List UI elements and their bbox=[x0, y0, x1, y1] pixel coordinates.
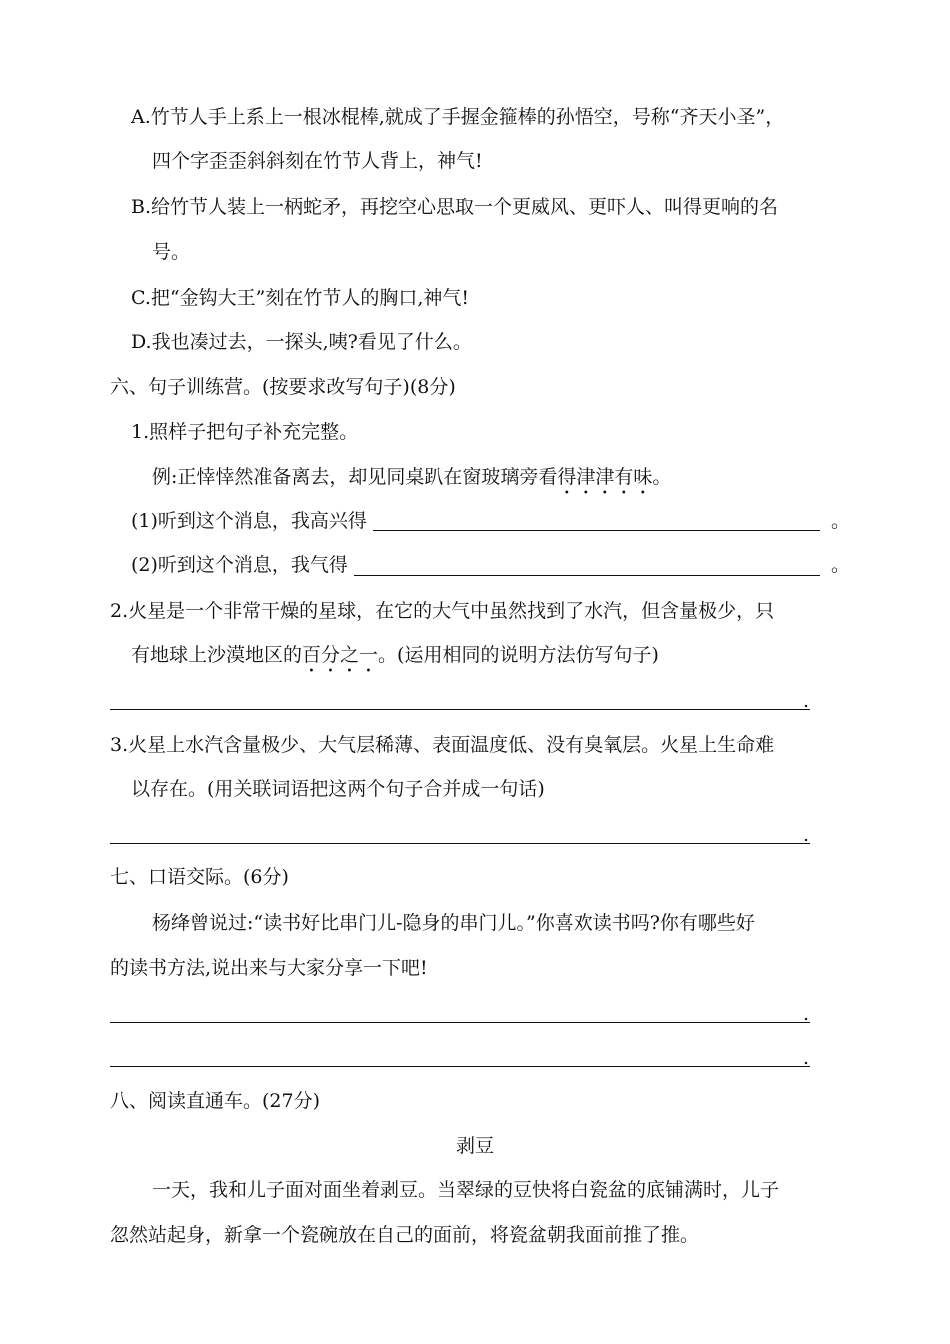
section7-line2: 的读书方法,说出来与大家分享一下吧! bbox=[110, 957, 428, 979]
q2-suffix: 。(运用相同的说明方法仿写句子) bbox=[378, 644, 659, 666]
section7-answer-line-1[interactable] bbox=[110, 1022, 810, 1023]
example-emphasis: 得津津有味 bbox=[557, 466, 653, 488]
option-a-line2: 四个字歪歪斜斜刻在竹节人背上，神气! bbox=[152, 150, 483, 172]
section7-dot-1: . bbox=[803, 1003, 810, 1025]
section7-heading: 七、口语交际。(6分) bbox=[110, 866, 289, 888]
option-a-line1: A.竹节人手上系上一根冰棍棒,就成了手握金箍棒的孙悟空，号称“齐天小圣”， bbox=[131, 106, 785, 128]
reading-p1-line2: 忽然站起身，新拿一个瓷碗放在自己的面前，将瓷盆朝我面前推了推。 bbox=[110, 1224, 700, 1246]
q1-1-answer-line[interactable] bbox=[373, 530, 820, 531]
section8-heading: 八、阅读直通车。(27分) bbox=[110, 1090, 321, 1112]
q1-instruction: 1.照样子把句子补充完整。 bbox=[131, 421, 359, 443]
option-b-line2: 号。 bbox=[152, 241, 191, 263]
q1-2-prompt: (2)听到这个消息，我气得 bbox=[131, 554, 348, 576]
q2-answer-line[interactable] bbox=[110, 709, 810, 710]
q2-line1: 2.火星是一个非常干燥的星球，在它的大气中虽然找到了水汽，但含量极少，只 bbox=[110, 600, 775, 622]
example-end: 。 bbox=[652, 466, 672, 488]
option-c: C.把“金钩大王”刻在竹节人的胸口,神气! bbox=[131, 287, 470, 309]
section7-line1: 杨绛曾说过:“读书好比串门儿-隐身的串门儿。”你喜欢读书吗?你有哪些好 bbox=[152, 912, 755, 934]
q3-line2: 以存在。(用关联词语把这两个句子合并成一句话) bbox=[131, 778, 545, 800]
section7-answer-line-2[interactable] bbox=[110, 1066, 810, 1067]
q2-emphasis: 百分之一 bbox=[302, 644, 379, 666]
q1-2-answer-line[interactable] bbox=[354, 575, 820, 576]
q1-1-prompt: (1)听到这个消息，我高兴得 bbox=[131, 510, 367, 532]
q2-prefix: 有地球上沙漠地区的 bbox=[131, 644, 303, 666]
reading-p1-line1: 一天，我和儿子面对面坐着剥豆。当翠绿的豆快将白瓷盆的底铺满时，儿子 bbox=[152, 1179, 780, 1201]
q1-2-period: 。 bbox=[831, 554, 851, 576]
q2-dot: . bbox=[803, 690, 810, 712]
section6-heading: 六、句子训练营。(按要求改写句子)(8分) bbox=[110, 376, 456, 398]
example-prefix: 例:正悻悻然准备离去，却见同桌趴在窗玻璃旁看 bbox=[152, 466, 558, 488]
q3-answer-line[interactable] bbox=[110, 843, 810, 844]
reading-title: 剥豆 bbox=[455, 1135, 494, 1157]
q1-1-period: 。 bbox=[831, 510, 851, 532]
option-d: D.我也凑过去，一探头,咦?看见了什么。 bbox=[131, 331, 472, 353]
q2-line2 bbox=[131, 642, 659, 677]
q1-example bbox=[152, 464, 671, 499]
q3-line1: 3.火星上水汽含量极少、大气层稀薄、表面温度低、没有臭氧层。火星上生命难 bbox=[110, 734, 775, 756]
section7-dot-2: . bbox=[803, 1047, 810, 1069]
option-b-line1: B.给竹节人装上一柄蛇矛，再挖空心思取一个更威风、更吓人、叫得更响的名 bbox=[131, 196, 779, 218]
q3-dot: . bbox=[803, 824, 810, 846]
